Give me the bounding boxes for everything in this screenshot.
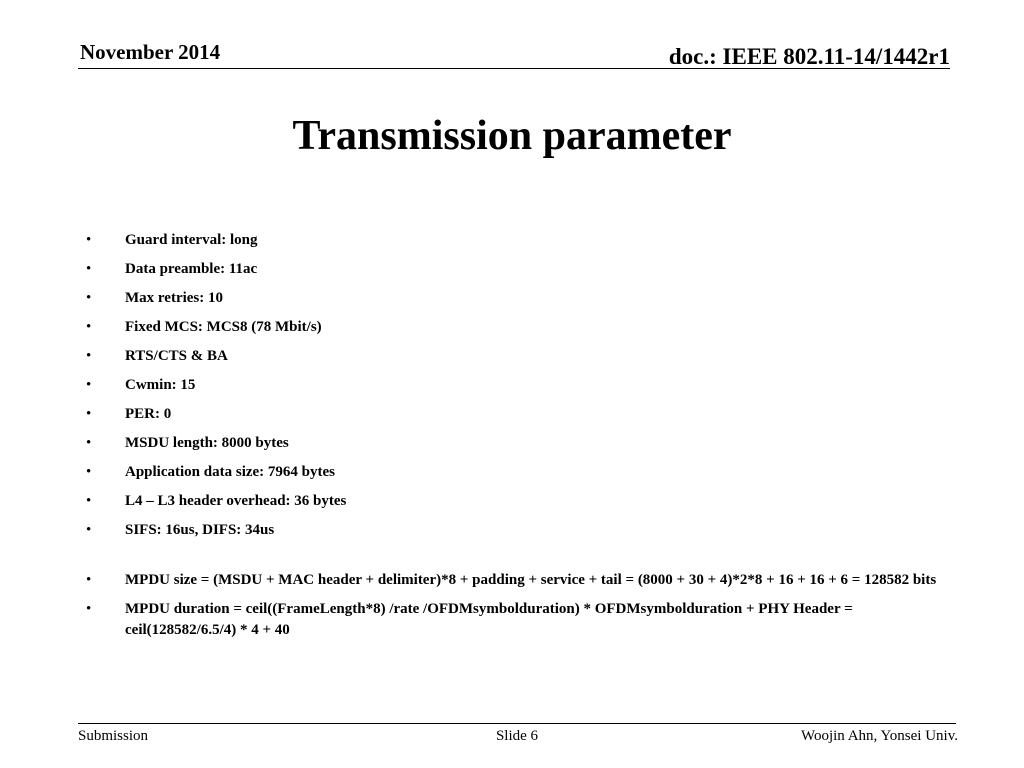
bullet-dot: •: [86, 435, 92, 451]
bullet-item: [84, 491, 944, 512]
bullet-dot: •: [86, 406, 92, 422]
bullet-text: L4 – L3 header overhead: 36 bytes: [125, 493, 347, 509]
bullet-item: [84, 288, 944, 309]
bullet-dot: •: [86, 348, 92, 364]
bullet-text: SIFS: 16us, DIFS: 34us: [125, 522, 275, 538]
bullet-item: [84, 259, 944, 280]
bullet-item: [84, 230, 944, 251]
bullet-text: Max retries: 10: [125, 290, 224, 306]
bullet-dot: •: [86, 377, 92, 393]
bullet-text: PER: 0: [125, 406, 172, 422]
bullet-list: [84, 230, 944, 649]
bullet-dot: •: [86, 319, 92, 335]
bullet-item: [84, 433, 944, 454]
footer-slide-number: Slide 6: [495, 728, 539, 744]
bullet-item: [84, 404, 944, 425]
bullet-text: Cwmin: 15: [125, 377, 196, 393]
bullet-text: Guard interval: long: [125, 232, 258, 248]
bullet-dot: •: [86, 522, 92, 538]
bullet-item: [84, 570, 944, 591]
bullet-text: RTS/CTS & BA: [125, 348, 228, 364]
header-divider: [78, 68, 950, 69]
bullet-text: MPDU duration = ceil((FrameLength*8) /rate /OFDMsymbolduration) * OFDMsymbolduration + PHY Header = ceil(128582/6.5/4) * 4 + 40: [125, 601, 853, 638]
bullet-dot: •: [86, 261, 92, 277]
bullet-item: [84, 375, 944, 396]
bullet-dot: •: [86, 232, 92, 248]
bullet-item: [84, 462, 944, 483]
bullet-text: Data preamble: 11ac: [125, 261, 258, 277]
bullet-text: Application data size: 7964 bytes: [125, 464, 335, 480]
footer-author: Woojin Ahn, Yonsei Univ.: [800, 728, 958, 744]
bullet-dot: •: [86, 290, 92, 306]
bullet-text: MSDU length: 8000 bytes: [125, 435, 289, 451]
bullet-dot: •: [86, 493, 92, 509]
bullet-dot: •: [86, 464, 92, 480]
bullet-item: [84, 520, 944, 541]
bullet-item: [84, 599, 944, 641]
slide-title: Transmission parameter: [292, 113, 732, 159]
header-date: November 2014: [80, 40, 221, 64]
footer-submission: Submission: [78, 728, 149, 744]
bullet-text: Fixed MCS: MCS8 (78 Mbit/s): [125, 319, 322, 335]
bullet-item: [84, 346, 944, 367]
bullet-item: [84, 317, 944, 338]
bullet-text: MPDU size = (MSDU + MAC header + delimiter)*8 + padding + service + tail = (8000 + 30 + 4)*2*8 + 16 + 16 + 6 = 128582 bits: [125, 572, 937, 588]
bullet-dot: •: [86, 572, 92, 588]
bullet-dot: •: [86, 601, 92, 617]
footer-divider: [78, 723, 956, 724]
header-document-id: doc.: IEEE 802.11-14/1442r1: [668, 44, 950, 69]
